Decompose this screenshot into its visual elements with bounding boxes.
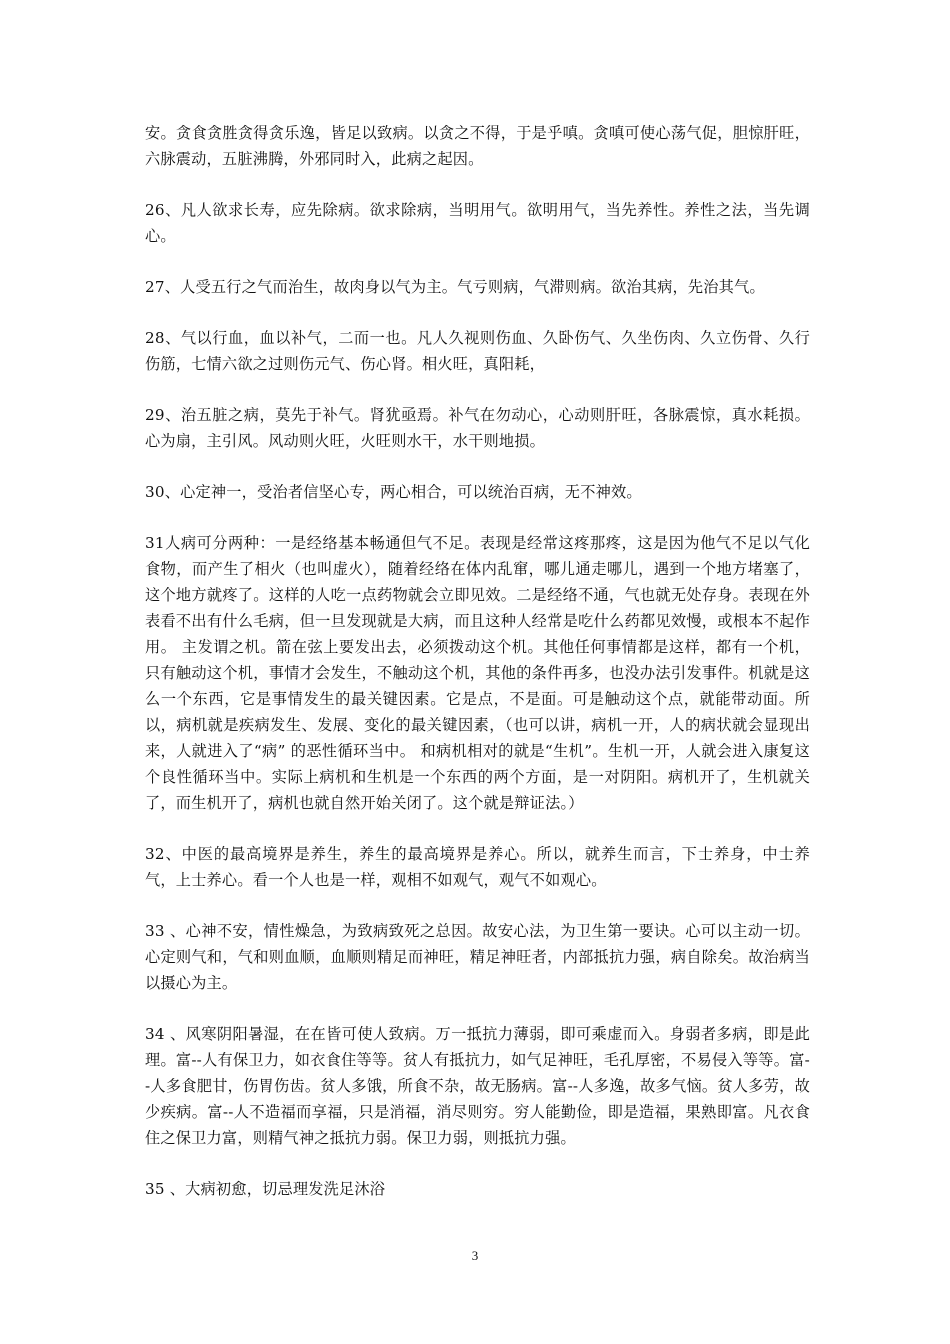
paragraph-item-29: 29、治五脏之病，莫先于补气。肾犹亟焉。补气在勿动心，心动则肝旺，各脉震惊，真水耗损。心为扇，主引风。风动则火旺，火旺则水干，水干则地损。 bbox=[145, 406, 810, 450]
paragraph-item-28: 28、气以行血，血以补气，二而一也。凡人久视则伤血、久卧伤气、久坐伤肉、久立伤骨、久行伤筋，七情六欲之过则伤元气、伤心肾。相火旺，真阳耗， bbox=[145, 329, 810, 373]
paragraph-item-34: 34 、风寒阴阳暑湿，在在皆可使人致病。万一抵抗力薄弱，即可乘虚而入。身弱者多病，即是此理。富--人有保卫力，如衣食住等等。贫人有抵抗力，如气足神旺，毛孔厚密，不易侵入等等。富--人多食肥甘，伤胃伤齿。贫人多饿，所食不杂，故无肠病。富--人多逸，故多气恼。贫人多劳，故少疾病。富--人不造福而享福，只是消福，消尽则穷。穷人能勤俭，即是造福，果熟即富。凡衣食住之保卫力富，则精气神之抵抗力弱。保卫力弱，则抵抗力强。 bbox=[145, 1025, 810, 1147]
paragraph-item-31: 31人病可分两种：一是经络基本畅通但气不足。表现是经常这疼那疼，这是因为他气不足以气化食物，而产生了相火（也叫虚火），随着经络在体内乱窜，哪儿通走哪儿，遇到一个地方堵塞了，这个地方就疼了。这样的人吃一点药物就会立即见效。二是经络不通，气也就无处存身。表现在外表看不出有什么毛病，但一旦发现就是大病，而且这种人经常是吃什么药都见效慢，或根本不起作用。 主发谓之机。箭在弦上要发出去，必须拨动这个机。其他任何事情都是这样，都有一个机，只有触动这个机，事情才会发生，不触动这个机，其他的条件再多，也没办法引发事件。机就是这么一个东西，它是事情发生的最关键因素。它是点，不是面。可是触动这个点，就能带动面。所以，病机就是疾病发生、发展、变化的最关键因素，（也可以讲，病机一开，人的病状就会显现出来，人就进入了“病” 的恶性循环当中。 和病机相对的就是“生机”。生机一开，人就会进入康复这个良性循环当中。实际上病机和生机是一个东西的两个方面，是一对阴阳。病机开了，生机就关了，而生机开了，病机也就自然开始关闭了。这个就是辩证法。） bbox=[145, 534, 810, 812]
paragraph-item-35: 35 、大病初愈，切忌理发洗足沐浴 bbox=[145, 1180, 386, 1198]
paragraph-item-30: 30、心定神一，受治者信坚心专，两心相合，可以统治百病，无不神效。 bbox=[145, 483, 642, 501]
page-number: 3 bbox=[471, 1248, 479, 1263]
paragraph-item-32: 32、中医的最高境界是养生，养生的最高境界是养心。所以，就养生而言，下士养身，中士养气，上士养心。看一个人也是一样，观相不如观气，观气不如观心。 bbox=[145, 845, 810, 889]
paragraph-item-33: 33 、心神不安，情性燥急，为致病致死之总因。故安心法，为卫生第一要诀。心可以主动一切。心定则气和，气和则血顺，血顺则精足而神旺，精足神旺者，内部抵抗力强，病自除矣。故治病当以摄心为主。 bbox=[145, 922, 810, 992]
document-body bbox=[145, 120, 810, 1227]
paragraph-item-27: 27、人受五行之气而治生，故肉身以气为主。气亏则病，气滞则病。欲治其病，先治其气。 bbox=[145, 278, 765, 296]
paragraph-continuation: 安。贪食贪胜贪得贪乐逸，皆足以致病。以贪之不得，于是乎嗔。贪嗔可使心荡气促，胆惊肝旺，六脉震动，五脏沸腾，外邪同时入，此病之起因。 bbox=[145, 124, 810, 168]
paragraph-item-26: 26、凡人欲求长寿，应先除病。欲求除病，当明用气。欲明用气，当先养性。养性之法，当先调心。 bbox=[145, 201, 810, 245]
